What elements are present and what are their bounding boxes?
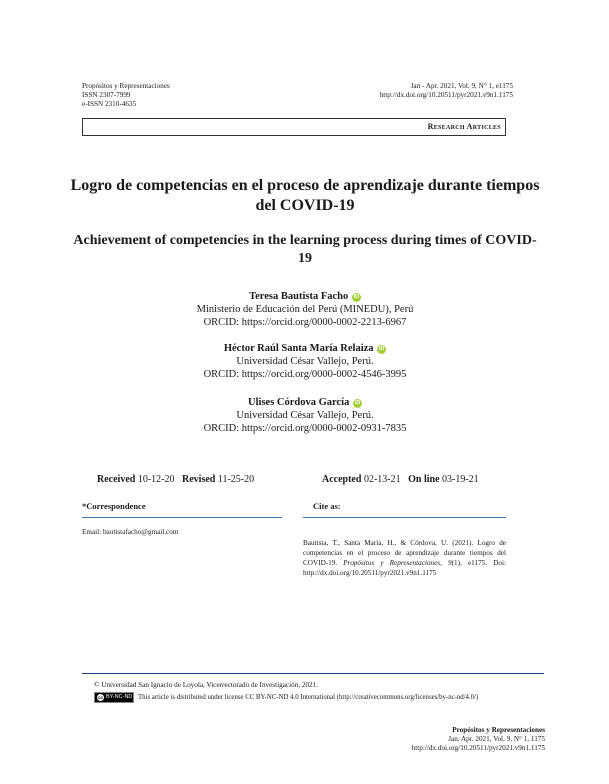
citation-tail: (1), e1175. Doi: http://dx.doi.org/10.20511/pyr2021.v9n1.1175 bbox=[303, 559, 506, 577]
title-english: Achievement of competencies in the learning process during times of COVID-19 bbox=[73, 233, 537, 266]
author-orcid[interactable]: ORCID: https://orcid.org/0000-0002-4546-3995 bbox=[203, 369, 407, 380]
author-affiliation: Ministerio de Educación del Perú (MINEDU), Perú bbox=[196, 304, 414, 315]
journal-header-left bbox=[82, 82, 170, 109]
author-name: Ulises Córdova García bbox=[248, 397, 350, 408]
cite-rule bbox=[303, 517, 506, 518]
footer-journal-name: Propósitos y Representaciones bbox=[452, 726, 545, 734]
revised-date: 11-25-20 bbox=[217, 474, 255, 485]
footer-rule bbox=[82, 673, 544, 674]
author-affiliation: Universidad César Vallejo, Perú. bbox=[236, 356, 374, 367]
footer-issue: Jan. Apr. 2021, Vol. 9, N° 1, 1175 bbox=[448, 735, 545, 743]
author-name: Héctor Raúl Santa María Relaiza bbox=[223, 343, 374, 354]
author-orcid[interactable]: ORCID: https://orcid.org/0000-0002-0931-7835 bbox=[203, 423, 407, 434]
cc-license-badge[interactable] bbox=[94, 692, 134, 703]
correspondence-label: *Correspondence bbox=[82, 501, 146, 511]
correspondence-rule bbox=[82, 517, 282, 518]
dates-right bbox=[322, 474, 479, 485]
orcid-icon[interactable]: iD bbox=[354, 400, 361, 406]
author-1 bbox=[100, 290, 510, 329]
footer-doi[interactable]: http://dx.doi.org/10.20511/pyr2021.v9n1.1175 bbox=[411, 744, 545, 752]
citation-main: Bautista, T., Santa María, H., & Córdova, U. (2021). Logro de competencias en el proceso de aprendizaje durante tiempos del COVID-19. bbox=[303, 539, 506, 567]
doi-link[interactable]: http://dx.doi.org/10.20511/pyr2021.v9n1.1175 bbox=[379, 91, 513, 99]
citation-text bbox=[303, 538, 506, 578]
received-label: Received bbox=[97, 474, 136, 485]
issue-info: Jan - Apr. 2021, Vol. 9, N° 1, e1175 bbox=[410, 82, 513, 90]
revised-label: Revised bbox=[182, 474, 216, 485]
author-2 bbox=[100, 342, 510, 381]
journal-header-right bbox=[380, 82, 513, 100]
author-orcid[interactable]: ORCID: https://orcid.org/0000-0002-2213-6967 bbox=[203, 317, 407, 328]
copyright-notice: © Universidad San Ignacio de Loyola, Vicerrectorado de Investigación, 2021. bbox=[94, 681, 319, 689]
license-text: This article is distributed under license CC BY-NC-ND 4.0 International (http://creativecommons.org/licenses/by-nc-nd/4.0/) bbox=[138, 694, 479, 701]
orcid-icon[interactable]: iD bbox=[353, 294, 360, 300]
accepted-date: 02-13-21 bbox=[363, 474, 401, 485]
orcid-icon[interactable]: iD bbox=[378, 346, 385, 352]
dates-left bbox=[97, 474, 254, 485]
citation-journal: Propósitos y Representaciones, 9 bbox=[343, 559, 452, 567]
eissn: e-ISSN 2310-4635 bbox=[82, 100, 137, 108]
section-label: Research Articles bbox=[427, 122, 501, 131]
title-spanish: Logro de competencias en el proceso de aprendizaje durante tiempos del COVID-19 bbox=[70, 177, 540, 214]
footer-journal-info bbox=[412, 726, 545, 753]
online-date: 03-19-21 bbox=[442, 474, 479, 485]
issn: ISSN 2307-7999 bbox=[82, 91, 131, 99]
correspondence-email[interactable]: Email: bautistafacho@gmail.com bbox=[82, 528, 179, 536]
accepted-label: Accepted bbox=[322, 474, 362, 485]
cc-icon: cc bbox=[97, 695, 103, 700]
author-3 bbox=[100, 396, 510, 435]
cc-badge-text: BY-NC-ND bbox=[106, 694, 133, 700]
cite-label: Cite as: bbox=[313, 501, 341, 511]
author-name: Teresa Bautista Facho bbox=[249, 291, 349, 302]
online-label: On line bbox=[408, 474, 440, 485]
journal-name: Propósitos y Representaciones bbox=[82, 82, 170, 90]
section-box bbox=[82, 118, 506, 136]
author-affiliation: Universidad César Vallejo, Perú. bbox=[236, 410, 374, 421]
received-date: 10-12-20 bbox=[137, 474, 175, 485]
